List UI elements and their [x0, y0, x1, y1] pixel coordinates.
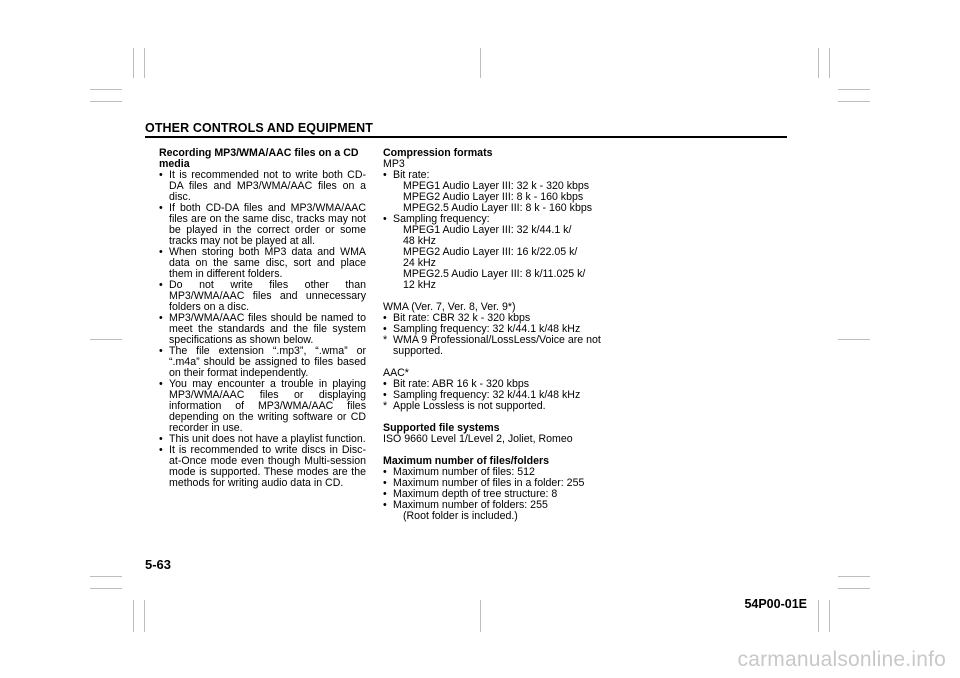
bullet-glyph: • [159, 433, 163, 445]
list-item-text: Maximum number of files: 512 [393, 466, 535, 478]
sub-line: MPEG2 Audio Layer III: 8 k - 160 kbps [403, 191, 584, 203]
sub-line: MPEG2 Audio Layer III: 16 k/22.05 k/ [403, 246, 578, 258]
list-item-text: WMA 9 Professional/LossLess/Voice are not supported. [393, 334, 601, 357]
mp3-label: MP3 [383, 158, 405, 170]
sub-line: 48 kHz [403, 235, 436, 247]
recording-heading: Recording MP3/WMA/AAC files on a CD media [159, 147, 359, 170]
list-item [159, 170, 366, 203]
bullet-glyph: • [383, 169, 387, 181]
sub-line: 24 kHz [403, 257, 436, 269]
crop-mark [838, 101, 870, 102]
crop-mark [144, 600, 145, 632]
crop-mark [90, 101, 122, 102]
bullet-glyph: • [159, 378, 163, 390]
file-systems-text: ISO 9660 Level 1/Level 2, Joliet, Romeo [383, 433, 573, 445]
list-item [383, 170, 613, 214]
bullet-glyph: • [159, 246, 163, 258]
list-item [159, 346, 366, 379]
aac-list [383, 379, 613, 412]
spacer [383, 357, 613, 368]
header-rule [145, 136, 787, 138]
bullet-glyph: • [383, 323, 387, 335]
crop-mark [838, 339, 870, 340]
bullet-glyph: • [159, 312, 163, 324]
crop-mark [838, 576, 870, 577]
bullet-glyph: • [159, 202, 163, 214]
list-item-text: Bit rate: CBR 32 k - 320 kbps [393, 312, 531, 324]
bullet-glyph: • [159, 169, 163, 181]
bullet-glyph: • [383, 499, 387, 511]
bullet-glyph: • [159, 279, 163, 291]
list-item-text: The file extension “.mp3”, “.wma” or “.m4a” should be assigned to files based on their format independently. [169, 345, 366, 379]
list-item-text: MP3/WMA/AAC files should be named to meet the standards and the file system specifications as shown below. [169, 312, 366, 346]
list-item [159, 247, 366, 280]
list-item [159, 203, 366, 247]
crop-mark [818, 600, 819, 632]
bullet-glyph: • [159, 345, 163, 357]
list-item [383, 401, 613, 412]
left-column [159, 148, 366, 489]
bullet-glyph: • [159, 444, 163, 456]
list-item [383, 214, 613, 291]
list-item-text: Maximum number of files in a folder: 255 [393, 477, 585, 489]
list-item [383, 500, 613, 522]
list-item-text: You may encounter a trouble in playing MP3/WMA/AAC files or displaying information of MP3/WMA/AAC files depending on the writing software or CD recorder in use. [169, 378, 366, 434]
document-code: 54P00-01E [744, 597, 807, 611]
bullet-glyph: • [383, 477, 387, 489]
crop-mark [829, 600, 830, 632]
wma-list [383, 313, 613, 357]
section-title: OTHER CONTROLS AND EQUIPMENT [145, 121, 374, 135]
list-item-text: Do not write files other than MP3/WMA/AAC files and unnecessary folders on a disc. [169, 279, 366, 313]
sub-line: MPEG1 Audio Layer III: 32 k - 320 kbps [403, 180, 590, 192]
crop-mark [838, 588, 870, 589]
list-item [159, 313, 366, 346]
max-files-list [383, 467, 613, 522]
crop-mark [90, 588, 122, 589]
sub-line: MPEG2.5 Audio Layer III: 8 k/11.025 k/ [403, 268, 586, 280]
watermark: carmanualsonline.info [737, 648, 946, 671]
list-item-text: Sampling frequency: [393, 213, 490, 225]
sub-line: (Root folder is included.) [403, 510, 518, 522]
list-item-text: Sampling frequency: 32 k/44.1 k/48 kHz [393, 323, 581, 335]
sub-line: 12 kHz [403, 279, 436, 291]
list-item [383, 335, 613, 357]
crop-mark [144, 48, 145, 78]
list-item-text: This unit does not have a playlist function. [169, 433, 366, 445]
crop-mark [480, 600, 481, 632]
bullet-glyph: • [383, 466, 387, 478]
bullet-glyph: • [383, 213, 387, 225]
right-column [383, 148, 613, 522]
list-item-text: Bit rate: ABR 16 k - 320 kbps [393, 378, 530, 390]
crop-mark [90, 339, 122, 340]
list-item-text: Maximum number of folders: 255 [393, 499, 548, 511]
list-item-text: It is recommended not to write both CD-DA files and MP3/WMA/AAC files on a disc. [169, 169, 366, 203]
list-item-text: If both CD-DA files and MP3/WMA/AAC files are on the same disc, tracks may not be played in the correct order or some tracks may not be played at all. [169, 202, 366, 247]
bullet-glyph: • [383, 488, 387, 500]
max-files-heading: Maximum number of files/folders [383, 455, 549, 467]
list-item-text: Sampling frequency: 32 k/44.1 k/48 kHz [393, 389, 581, 401]
mp3-list [383, 170, 613, 291]
list-item-text: Bit rate: [393, 169, 430, 181]
list-item [159, 379, 366, 434]
crop-mark [838, 89, 870, 90]
list-item [159, 445, 366, 489]
crop-mark [133, 48, 134, 78]
crop-mark [90, 89, 122, 90]
crop-mark [133, 600, 134, 632]
sub-line: MPEG2.5 Audio Layer III: 8 k - 160 kbps [403, 202, 593, 214]
file-systems-heading: Supported file systems [383, 422, 500, 434]
list-item-text: It is recommended to write discs in Disc-at-Once mode even though Multi-session mode is supported. These modes are the methods for writing audio data in CD. [169, 444, 366, 489]
aac-label: AAC* [383, 367, 409, 379]
list-item-text: Apple Lossless is not supported. [393, 400, 546, 412]
crop-mark [90, 576, 122, 577]
recording-list [159, 170, 366, 489]
compression-heading: Compression formats [383, 147, 493, 159]
list-item-text: Maximum depth of tree structure: 8 [393, 488, 558, 500]
bullet-glyph: • [383, 312, 387, 324]
bullet-glyph: • [383, 378, 387, 390]
crop-mark [829, 48, 830, 78]
bullet-glyph: • [383, 389, 387, 401]
crop-mark [818, 48, 819, 78]
list-item-text: When storing both MP3 data and WMA data on the same disc, sort and place them in different folders. [169, 246, 366, 280]
footnote-glyph: * [383, 334, 388, 346]
list-item [159, 280, 366, 313]
sub-line: MPEG1 Audio Layer III: 32 k/44.1 k/ [403, 224, 572, 236]
footnote-glyph: * [383, 400, 388, 412]
page-number: 5-63 [145, 557, 172, 572]
crop-mark [480, 48, 481, 78]
wma-label: WMA (Ver. 7, Ver. 8, Ver. 9*) [383, 301, 516, 313]
